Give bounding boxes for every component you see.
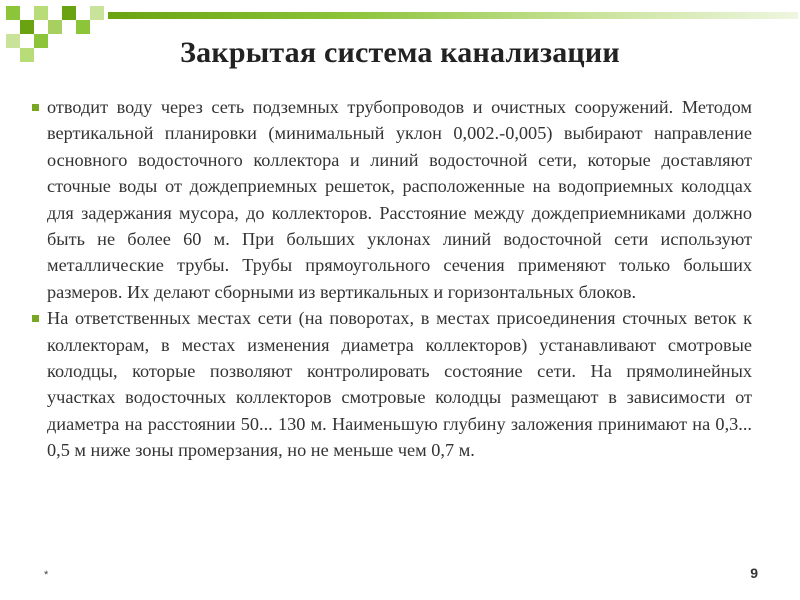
bullet-paragraph xyxy=(30,305,752,463)
paragraph-text: На ответственных местах сети (на поворотах, в местах присоединения сточных веток к коллекторам, в местах изменения диаметра коллекторов) устанавливают смотровые колодцы, которые позволяют контролировать состояние сети. На прямолинейных участках водосточных коллекторов смотровые колодцы размещают в зависимости от диаметра на расстоянии 50... 130 м. Наименьшую глубину заложения принимают на 0,3... 0,5 м ниже зоны промерзания, но не меньше чем 0,7 м. xyxy=(47,308,752,461)
page-number: 9 xyxy=(750,565,758,581)
slide-body xyxy=(30,94,752,464)
square-bullet-icon xyxy=(32,315,39,322)
slide-title: Закрытая система канализации xyxy=(180,36,620,69)
bullet-paragraph xyxy=(30,94,752,305)
square-bullet-icon xyxy=(32,104,39,111)
top-accent-bar xyxy=(108,12,798,19)
paragraph-text: отводит воду через сеть подземных трубопроводов и очистных сооружений. Методом вертикальной планировки (минимальный уклон 0,002.-0,005) выбирают направление основного водосточного коллектора и линий водосточной сети, которые доставляют сточные воды от дождеприемных решеток, расположенные на водоприемных колодцах для задержания мусора, до коллекторов. Расстояние между дождеприемниками должно быть не более 60 м. При больших уклонах линий водосточной сети используют металлические трубы. Трубы прямоугольного сечения применяют только больших размеров. Их делают сборными из вертикальных и горизонтальных блоков. xyxy=(47,97,752,302)
footer-mark: * xyxy=(44,569,49,581)
